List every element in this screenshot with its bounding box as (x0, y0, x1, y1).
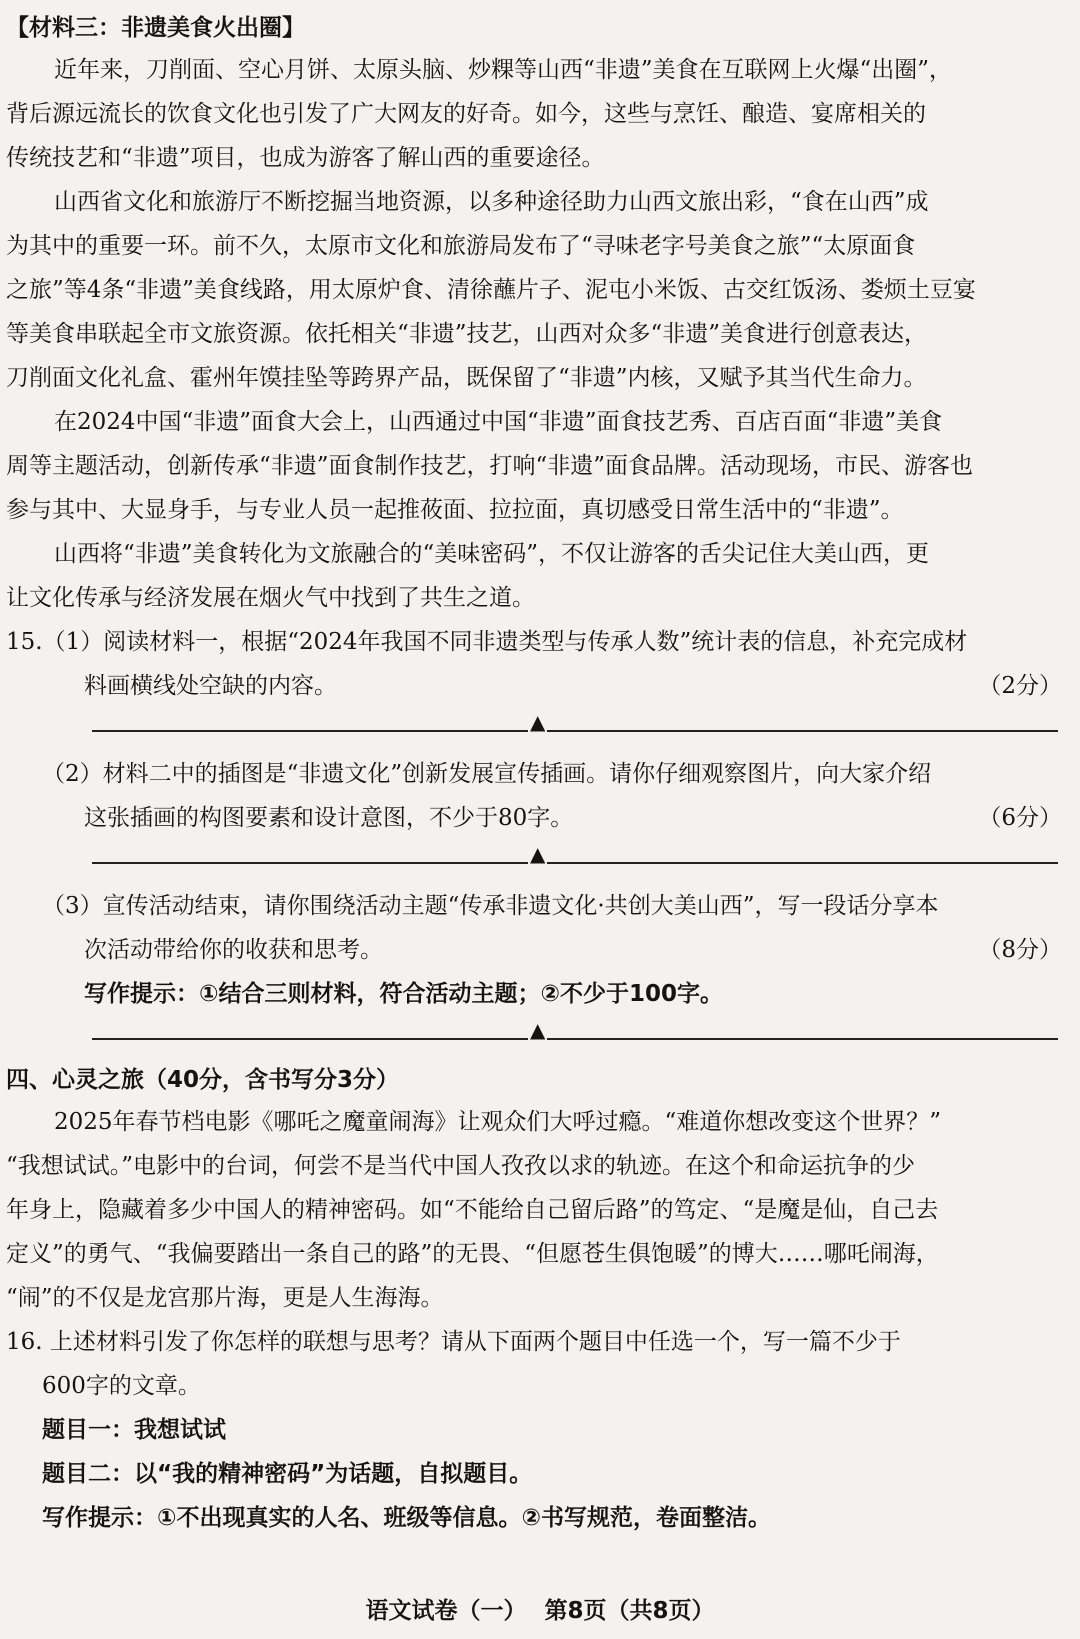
text-line: 参与其中、大显身手，与专业人员一起推莜面、拉拉面，真切感受日常生活中的“非遗”。 (6, 497, 904, 523)
answer-rule (92, 1038, 1058, 1040)
section4-heading: 四、心灵之旅（40分，含书写分3分） (6, 1067, 400, 1093)
q15-part2-score: （6分） (978, 805, 1062, 831)
q15-part3-line1: （3）宣传活动结束，请你围绕活动主题“传承非遗文化·共创大美山西”，写一段话分享本 (42, 893, 939, 919)
material3-paragraph-4 (6, 532, 1068, 620)
triangle-marker-icon: ▲ (530, 1018, 546, 1042)
text-line: 定义”的勇气、“我偏要踏出一条自己的路”的无畏、“但愿苍生俱饱暖”的博大……哪吒闹海， (6, 1241, 939, 1267)
text-line: 传统技艺和“非遗”项目，也成为游客了解山西的重要途径。 (6, 145, 605, 171)
q15-part3-line2 (6, 928, 1068, 972)
text-line: 年身上，隐藏着多少中国人的精神密码。如“不能给自己留后路”的笃定、“是魔是仙，自己去 (6, 1197, 939, 1223)
text-line: 2025年春节档电影《哪吒之魔童闹海》让观众们大呼过瘾。“难道你想改变这个世界？” (54, 1109, 942, 1135)
text-line: 等美食串联起全市文旅资源。依托相关“非遗”技艺，山西对众多“非遗”美食进行创意表达， (6, 321, 928, 347)
material3-heading: 【材料三：非遗美食火出圈】 (6, 15, 305, 41)
text-line: 背后源远流长的饮食文化也引发了广大网友的好奇。如今，这些与烹饪、酿造、宴席相关的 (6, 101, 926, 127)
q16-topic1: 题目一：我想试试 (42, 1417, 226, 1443)
text-line: 山西将“非遗”美食转化为文旅融合的“美味密码”，不仅让游客的舌尖记住大美山西，更 (54, 541, 930, 567)
text-line: “闹”的不仅是龙宫那片海，更是人生海海。 (6, 1285, 444, 1311)
material3-paragraph-2 (6, 180, 1068, 400)
triangle-marker-icon: ▲ (530, 710, 546, 734)
q16-line2: 600字的文章。 (42, 1373, 201, 1399)
q16-topic2: 题目二：以“我的精神密码”为话题，自拟题目。 (42, 1461, 533, 1487)
text-line: 之旅”等4条“非遗”美食线路，用太原炉食、清徐蘸片子、泥屯小米饭、古交红饭汤、娄烦土豆宴 (6, 277, 976, 303)
text-line: “我想试试。”电影中的台词，何尝不是当代中国人孜孜以求的轨迹。在这个和命运抗争的少 (6, 1153, 916, 1179)
answer-rule (92, 730, 1058, 732)
q16-writing-tip: 写作提示：①不出现真实的人名、班级等信息。②书写规范，卷面整洁。 (42, 1505, 771, 1531)
q15-part1-text: 料画横线处空缺的内容。 (84, 673, 337, 699)
text-line: 近年来，刀削面、空心月饼、太原头脑、炒粿等山西“非遗”美食在互联网上火爆“出圈”， (54, 57, 953, 83)
q15-part1-line2 (6, 664, 1068, 708)
question-15 (6, 620, 1068, 1060)
q15-part3-answer-line[interactable] (6, 1016, 1068, 1060)
page-footer: 语文试卷（一） 第8页（共8页） (365, 1598, 715, 1624)
q15-part2-line2 (6, 796, 1068, 840)
text-line: 为其中的重要一环。前不久，太原市文化和旅游局发布了“寻味老字号美食之旅”“太原面食 (6, 233, 916, 259)
q15-part2-text: 这张插画的构图要素和设计意图，不少于80字。 (84, 805, 574, 831)
q15-part3-writing-tip: 写作提示：①结合三则材料，符合活动主题；②不少于100字。 (84, 981, 723, 1007)
q16-line1: 16. 上述材料引发了你怎样的联想与思考？请从下面两个题目中任选一个，写一篇不少于 (6, 1329, 901, 1355)
material3-paragraph-3 (6, 400, 1068, 532)
text-line: 刀削面文化礼盒、霍州年馍挂坠等跨界产品，既保留了“非遗”内核，又赋予其当代生命力。 (6, 365, 927, 391)
q15-part3-score: （8分） (978, 937, 1062, 963)
material3-paragraph-1 (6, 48, 1068, 180)
section4-paragraph (6, 1100, 1068, 1320)
text-line: 在2024中国“非遗”面食大会上，山西通过中国“非遗”面食技艺秀、百店百面“非遗”美食 (54, 409, 943, 435)
question-16 (6, 1320, 1068, 1540)
q15-part2-line1: （2）材料二中的插图是“非遗文化”创新发展宣传插画。请你仔细观察图片，向大家介绍 (42, 761, 932, 787)
triangle-marker-icon: ▲ (530, 842, 546, 866)
text-line: 山西省文化和旅游厅不断挖掘当地资源，以多种途径助力山西文旅出彩，“食在山西”成 (54, 189, 929, 215)
text-line: 让文化传承与经济发展在烟火气中找到了共生之道。 (6, 585, 535, 611)
q15-part3-text: 次活动带给你的收获和思考。 (84, 937, 383, 963)
answer-rule (92, 862, 1058, 864)
text-line: 周等主题活动，创新传承“非遗”面食制作技艺，打响“非遗”面食品牌。活动现场，市民、游客也 (6, 453, 974, 479)
q15-part1-answer-line[interactable] (6, 708, 1068, 752)
q15-part1-line1: 15.（1）阅读材料一，根据“2024年我国不同非遗类型与传承人数”统计表的信息，补充完成材 (6, 629, 968, 655)
q15-part2-answer-line[interactable] (6, 840, 1068, 884)
q15-part1-score: （2分） (978, 673, 1062, 699)
